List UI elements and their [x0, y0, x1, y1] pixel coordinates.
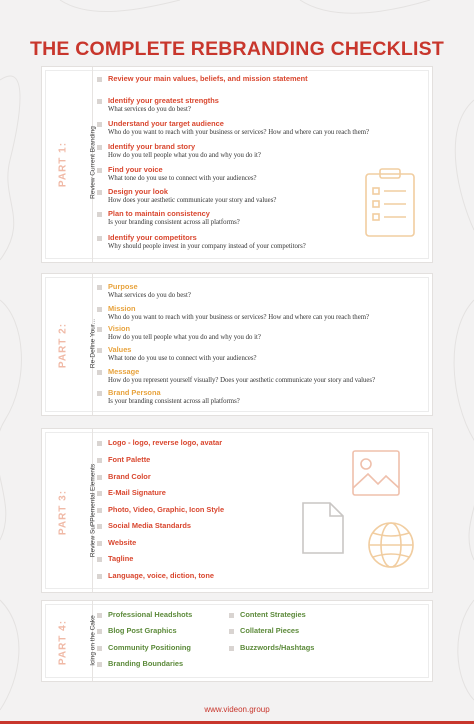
footer-url[interactable]: www.videon.group	[204, 705, 270, 714]
item-heading: Social Media Standards	[108, 521, 191, 530]
item-heading: Font Palette	[108, 455, 151, 464]
item-subtext: Why should people invest in your company instead of your competitors?	[108, 243, 306, 250]
part3-section-label: Review SuPPlemental Elements	[89, 463, 97, 558]
item-heading: Photo, Video, Graphic, Icon Style	[108, 505, 225, 514]
item-heading: Plan to maintain consistency	[108, 209, 210, 218]
item-heading: Professional Headshots	[108, 610, 193, 619]
part1-section-label: Review Current Branding	[89, 126, 97, 199]
checkbox[interactable]	[97, 613, 102, 618]
item-heading: Vision	[108, 324, 131, 333]
checkbox[interactable]	[97, 190, 102, 195]
item-subtext: Is your branding consistent across all platforms?	[108, 219, 240, 226]
checkbox[interactable]	[97, 99, 102, 104]
item-subtext: How do you tell people what you do and why you do it?	[108, 334, 261, 341]
checkbox[interactable]	[97, 348, 102, 353]
checkbox[interactable]	[97, 307, 102, 312]
checkbox[interactable]	[97, 458, 102, 463]
checkbox[interactable]	[97, 662, 102, 667]
document-icon	[300, 500, 346, 556]
checkbox[interactable]	[229, 613, 234, 618]
checkbox[interactable]	[97, 491, 102, 496]
checkbox[interactable]	[97, 541, 102, 546]
item-heading: Design your look	[108, 187, 168, 196]
item-subtext: Who do you want to reach with your business or services? How and where can you reach them?	[108, 314, 370, 321]
item-heading: Tagline	[108, 554, 134, 563]
item-subtext: What tone do you use to connect with your audiences?	[108, 355, 257, 362]
clipboard-icon	[362, 166, 420, 240]
checkbox[interactable]	[97, 508, 102, 513]
item-subtext: What tone do you use to connect with your audiences?	[108, 175, 257, 182]
checkbox[interactable]	[97, 574, 102, 579]
part3-label: PART 3:	[57, 489, 69, 536]
checkbox[interactable]	[97, 391, 102, 396]
item-heading: Understand your target audience	[108, 119, 224, 128]
item-heading: Purpose	[108, 282, 138, 291]
item-heading: Logo - logo, reverse logo, avatar	[108, 438, 223, 447]
item-heading: Find your voice	[108, 165, 163, 174]
checkbox[interactable]	[97, 77, 102, 82]
checkbox[interactable]	[229, 646, 234, 651]
item-heading: E-Mail Signature	[108, 488, 166, 497]
checkbox[interactable]	[97, 629, 102, 634]
item-heading: Brand Color	[108, 472, 151, 481]
checkbox[interactable]	[97, 327, 102, 332]
item-heading: Brand Persona	[108, 388, 161, 397]
card-inner-border	[45, 604, 429, 678]
item-heading: Message	[108, 367, 140, 376]
card-inner-border	[45, 277, 429, 412]
checkbox[interactable]	[97, 122, 102, 127]
item-heading: Collateral Pieces	[240, 626, 300, 635]
part2-section-label: Re-Define Your...	[89, 318, 97, 369]
item-heading: Values	[108, 345, 132, 354]
item-heading: Identify your greatest strengths	[108, 96, 219, 105]
item-subtext: How does your aesthetic communicate your story and values?	[108, 197, 277, 204]
part4-label: PART 4:	[57, 619, 69, 666]
item-heading: Buzzwords/Hashtags	[240, 643, 315, 652]
image-icon	[350, 448, 402, 498]
item-subtext: How do you represent yourself visually? Does your aesthetic communicate your story and values?	[108, 377, 376, 384]
item-heading: Language, voice, diction, tone	[108, 571, 214, 580]
checkbox[interactable]	[97, 370, 102, 375]
checkbox[interactable]	[97, 236, 102, 241]
checkbox[interactable]	[97, 168, 102, 173]
item-heading: Branding Boundaries	[108, 659, 184, 668]
page-title: THE COMPLETE REBRANDING CHECKLIST	[30, 38, 444, 60]
item-subtext: Who do you want to reach with your business or services? How and where can you reach them?	[108, 129, 370, 136]
checkbox[interactable]	[97, 524, 102, 529]
item-heading: Identify your brand story	[108, 142, 196, 151]
checkbox[interactable]	[97, 285, 102, 290]
checkbox[interactable]	[229, 629, 234, 634]
item-heading: Blog Post Graphics	[108, 626, 177, 635]
item-heading: Content Strategies	[240, 610, 306, 619]
globe-icon	[366, 520, 416, 570]
item-heading: Review your main values, beliefs, and mission statement	[108, 74, 308, 83]
checkbox[interactable]	[97, 145, 102, 150]
checkbox[interactable]	[97, 557, 102, 562]
item-subtext: What services do you do best?	[108, 292, 191, 299]
item-subtext: How do you tell people what you do and why you do it?	[108, 152, 261, 159]
item-heading: Community Positioning	[108, 643, 191, 652]
item-heading: Mission	[108, 304, 136, 313]
part1-label: PART 1:	[57, 141, 69, 188]
item-subtext: Is your branding consistent across all platforms?	[108, 398, 240, 405]
item-subtext: What services do you do best?	[108, 106, 191, 113]
item-heading: Identify your competitors	[108, 233, 197, 242]
part2-label: PART 2:	[57, 322, 69, 369]
checkbox[interactable]	[97, 212, 102, 217]
item-heading: Website	[108, 538, 137, 547]
checkbox[interactable]	[97, 475, 102, 480]
checkbox[interactable]	[97, 441, 102, 446]
part4-section-label: Icing on the Cake	[89, 615, 97, 666]
checkbox[interactable]	[97, 646, 102, 651]
